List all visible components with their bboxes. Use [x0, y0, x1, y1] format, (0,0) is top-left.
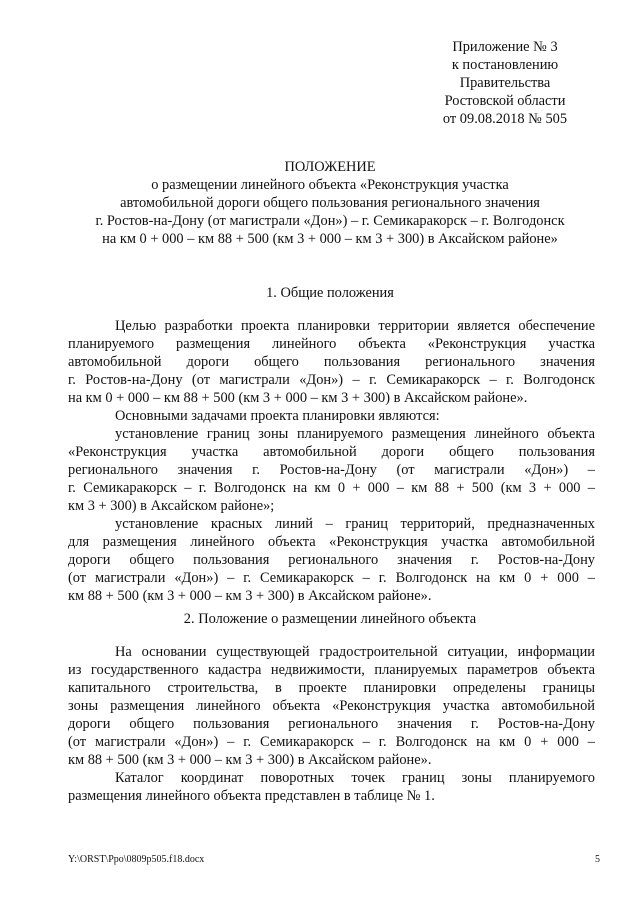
text-line: Каталог координат поворотных точек границ зоны планируемого: [115, 770, 595, 786]
text-line: для размещения линейного объекта «Реконструкция участка автомобильной: [68, 534, 595, 550]
section-2-paragraph-2: [68, 769, 595, 805]
text-line: (от магистрали «Дон») – г. Семикаракорск – г. Волгодонск на км 0 + 000 –: [68, 734, 595, 750]
page-number: 5: [595, 854, 600, 865]
text-line: из государственного кадастра недвижимости, планируемых параметров объекта: [68, 662, 595, 678]
text-line: Целью разработки проекта планировки территории является обеспечение: [115, 318, 595, 334]
text-line: зоны размещения линейного объекта «Реконструкция участка автомобильной: [68, 698, 595, 714]
title-line: о размещении линейного объекта «Реконструкция участка: [151, 177, 509, 193]
text-line: г. Ростов-на-Дону (от магистрали «Дон») – г. Семикаракорск – г. Волгодонск: [68, 372, 595, 388]
text-line: капитального строительства, в проекте планировки определены границы: [68, 680, 595, 696]
text-line: установление красных линий – границ территорий, предназначенных: [115, 516, 595, 532]
document-title: [60, 158, 600, 248]
text-line: км 88 + 500 (км 3 + 000 – км 3 + 300) в Аксайском районе».: [68, 752, 432, 768]
section-1-paragraph-4: [68, 515, 595, 605]
text-line: установление границ зоны планируемого размещения линейного объекта: [115, 426, 595, 442]
text-line: «Реконструкция участка автомобильной дороги общего пользования: [68, 444, 595, 460]
text-line: размещения линейного объекта представлен в таблице № 1.: [68, 788, 435, 804]
text-line: дороги общего пользования регионального значения г. Ростов-на-Дону: [68, 552, 595, 568]
text-line: регионального значения г. Ростов-на-Дону (от магистрали «Дон») –: [68, 462, 595, 478]
title-line: г. Ростов-на-Дону (от магистрали «Дон») – г. Семикаракорск – г. Волгодонск: [95, 213, 565, 229]
text-line: планируемого размещения линейного объекта «Реконструкция участка: [68, 336, 595, 352]
text-line: дороги общего пользования регионального значения г. Ростов-на-Дону: [68, 716, 595, 732]
title-heading: ПОЛОЖЕНИЕ: [284, 159, 376, 175]
title-line: автомобильной дороги общего пользования регионального значения: [120, 195, 540, 211]
header-line: Правительства: [459, 75, 551, 91]
text-line: На основании существующей градостроительной ситуации, информации: [115, 644, 595, 660]
section-1-paragraph-3: [68, 425, 595, 515]
header-line: Приложение № 3: [452, 39, 558, 55]
text-line: г. Семикаракорск – г. Волгодонск на км 0 + 000 – км 88 + 500 (км 3 + 000 –: [68, 480, 595, 496]
text-line: км 3 + 300) в Аксайском районе»;: [68, 498, 275, 514]
title-line: на км 0 + 000 – км 88 + 500 (км 3 + 000 – км 3 + 300) в Аксайском районе»: [102, 231, 558, 247]
text-line: автомобильной дороги общего пользования регионального значения: [68, 354, 595, 370]
section-1-paragraph-2: [68, 407, 595, 425]
text-line: км 88 + 500 (км 3 + 000 – км 3 + 300) в Аксайском районе».: [68, 588, 432, 604]
section-1-heading: 1. Общие положения: [266, 285, 394, 301]
section-2-paragraph-1: [68, 643, 595, 769]
section-2-heading: 2. Положение о размещении линейного объекта: [183, 611, 477, 627]
text-line: Основными задачами проекта планировки являются:: [115, 408, 440, 424]
appendix-header: [400, 38, 610, 128]
header-line: к постановлению: [451, 57, 559, 73]
header-line: Ростовской области: [444, 93, 566, 109]
text-line: (от магистрали «Дон») – г. Семикаракорск – г. Волгодонск на км 0 + 000 –: [68, 570, 595, 586]
header-line: от 09.08.2018 № 505: [442, 111, 568, 127]
file-path-footer: Y:\ORST\Ppo\0809p505.f18.docx: [68, 854, 205, 865]
text-line: на км 0 + 000 – км 88 + 500 (км 3 + 000 – км 3 + 300) в Аксайском районе».: [68, 390, 528, 406]
section-1-paragraph-1: [68, 317, 595, 407]
